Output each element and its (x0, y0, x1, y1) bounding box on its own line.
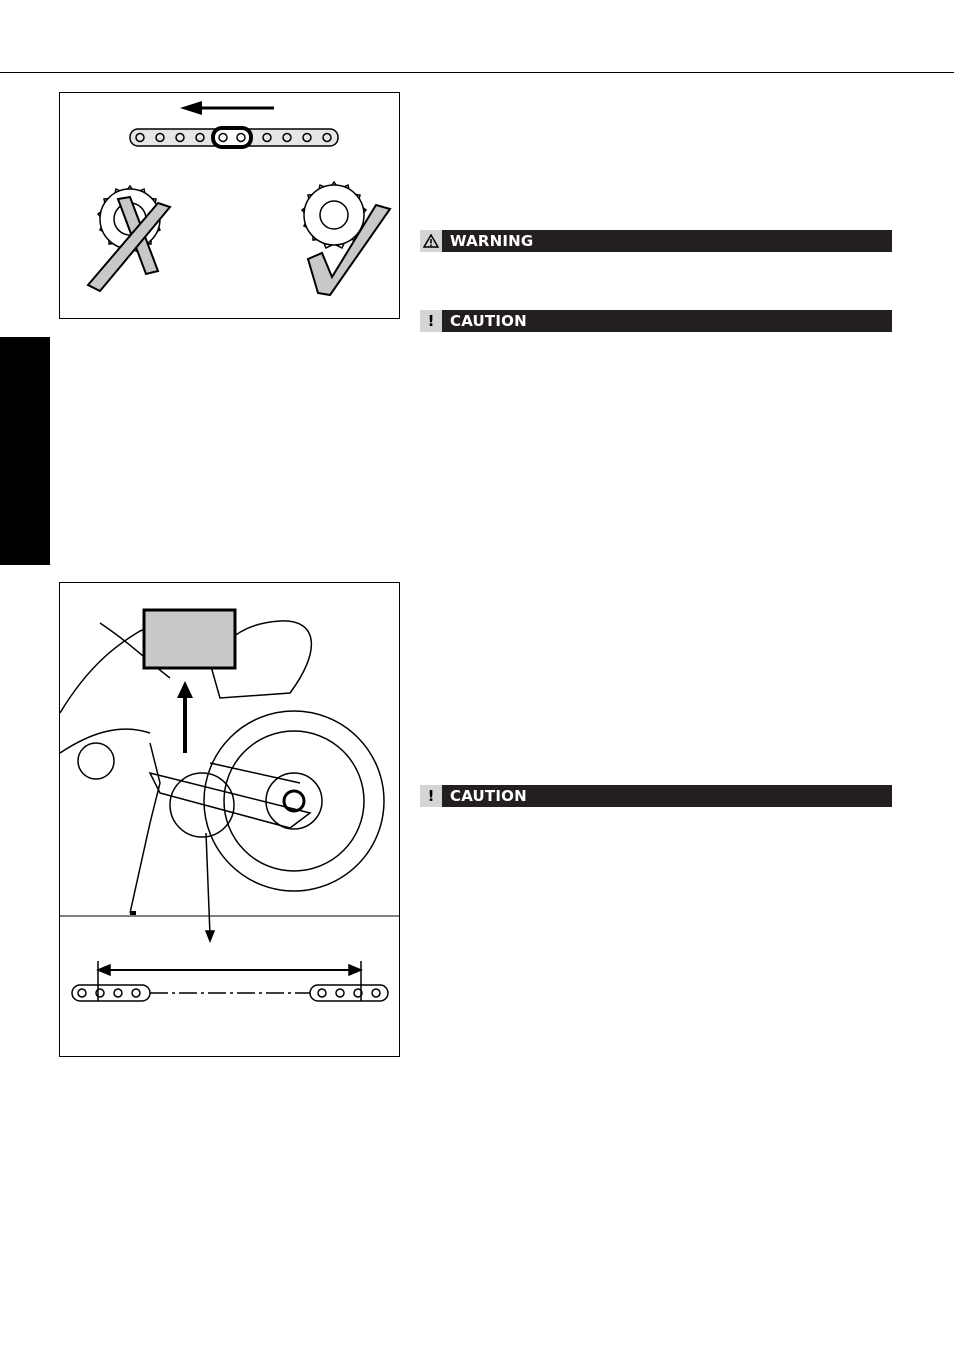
chain-direction-figure (59, 92, 400, 319)
caution-banner (420, 785, 892, 807)
chain-length-measure-icon (72, 833, 388, 1001)
warning-triangle-icon (420, 230, 442, 252)
header-rule (0, 72, 954, 73)
exclamation-icon: ! (420, 785, 442, 807)
section-tab (0, 337, 50, 565)
caution-banner (420, 310, 892, 332)
warning-banner (420, 230, 892, 252)
blank-label-box (144, 610, 235, 668)
warning-label: WARNING (450, 232, 534, 250)
up-arrow-icon (177, 681, 193, 753)
caution-label: CAUTION (450, 787, 527, 805)
chain-measurement-figure (59, 582, 400, 1057)
chain-icon (130, 128, 338, 147)
direction-arrow-icon (180, 101, 274, 115)
exclamation-icon: ! (420, 310, 442, 332)
caution-label: CAUTION (450, 312, 527, 330)
